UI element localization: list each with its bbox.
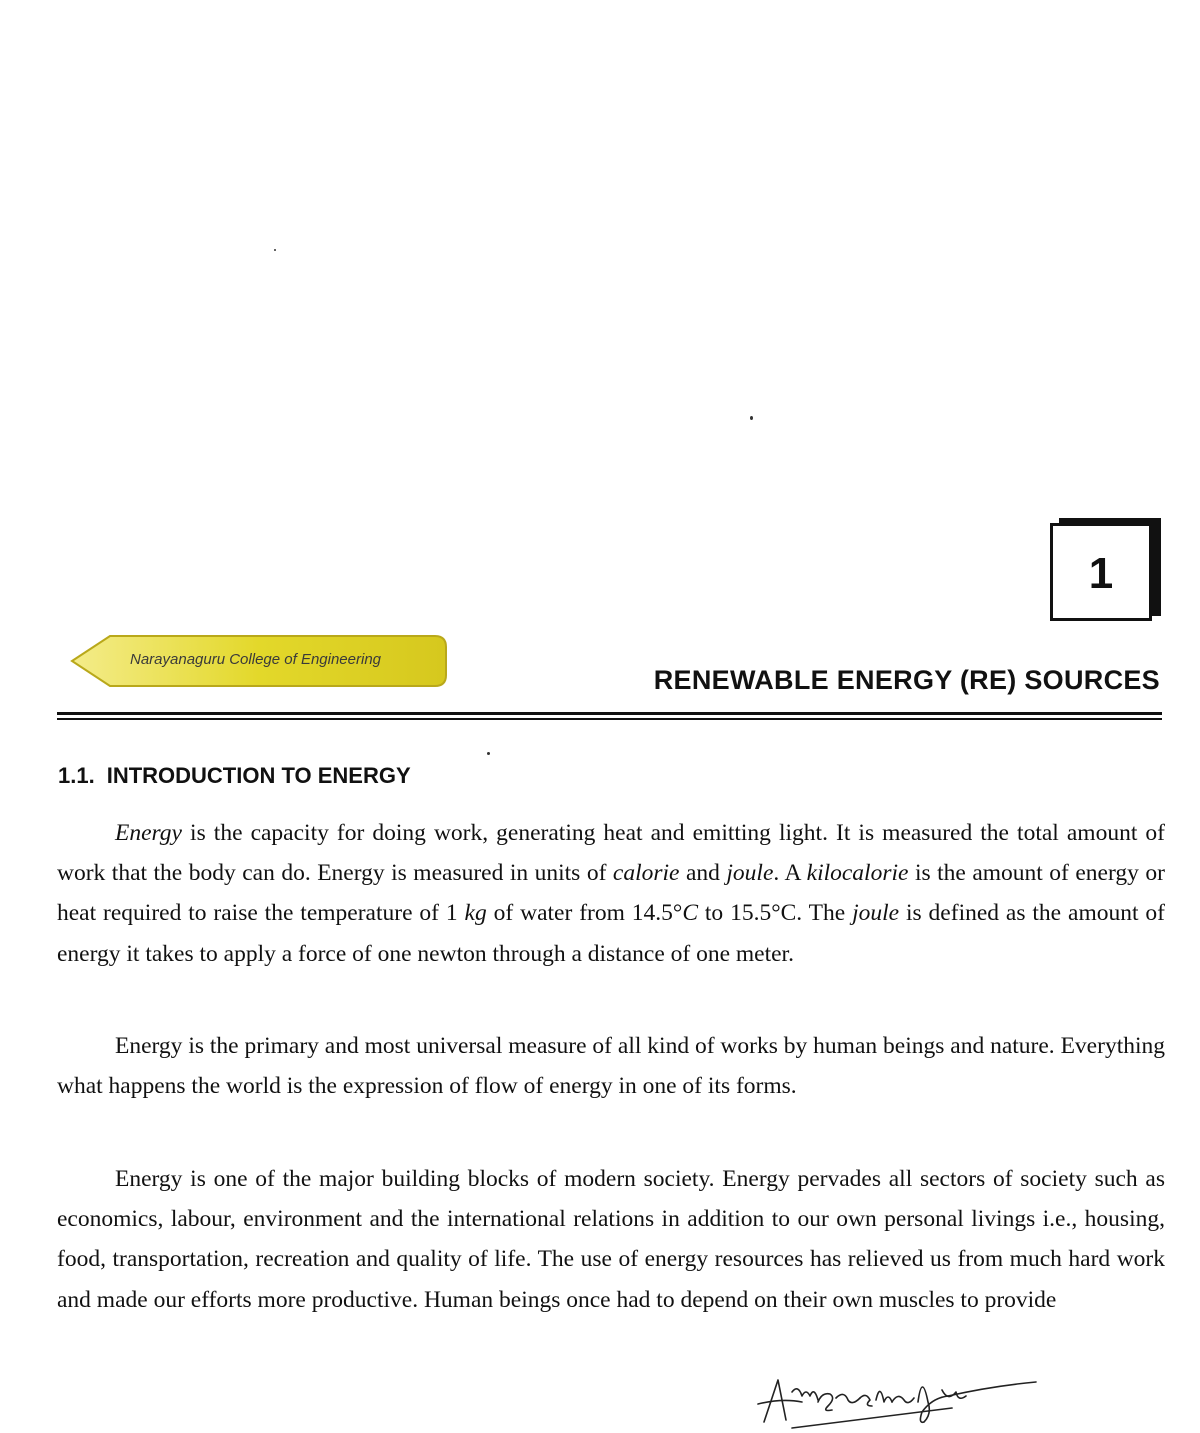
unit-kg: kg [464, 900, 487, 927]
term-calorie: calorie [612, 860, 680, 887]
text-run: to 15.5°C. The [698, 900, 853, 927]
term-joule: joule [852, 900, 900, 927]
term-energy: Energy [115, 820, 182, 846]
text-run: and [679, 860, 727, 887]
scan-speck [487, 752, 490, 755]
chapter-number: 1 [1088, 549, 1114, 598]
scan-speck [750, 416, 753, 420]
title-rule-thin [57, 718, 1162, 720]
paragraph-2 [57, 1026, 1165, 1106]
paragraph-1 [57, 813, 1165, 974]
text-run: . A [773, 860, 807, 887]
handwritten-signature [752, 1362, 1042, 1432]
text-run: is defined as the amount of energy it takes to apply a force of one newton through a distance of one meter. [57, 900, 1165, 967]
unit-celsius: C [682, 900, 698, 927]
section-title: INTRODUCTION TO ENERGY [106, 763, 411, 788]
paragraph-2-text: Energy is the primary and most universal measure of all kind of works by human beings and nature. Everything what happens the world is the expression of flow of energy in one of its forms. [57, 1033, 1165, 1100]
scan-speck [274, 249, 276, 251]
text-run: of water from 14.5° [486, 900, 683, 927]
section-number: 1.1. [58, 763, 95, 788]
text-run: is the capacity for doing work, generating heat and emitting light. It is measured the total amount of work that the body can do. Energy is measured in units of [57, 820, 1165, 887]
chapter-number-box [1050, 523, 1152, 621]
title-rule-thick [57, 712, 1162, 715]
chapter-title: RENEWABLE ENERGY (RE) SOURCES [653, 665, 1160, 695]
section-heading [58, 763, 411, 789]
paragraph-3-text: Energy is one of the major building blocks of modern society. Energy pervades all sectors of society such as economics, labour, environment and the international relations in addition to our own personal livings i.e., housing, food, transportation, recreation and quality of life. The use of energy resources has relieved us from much hard work and made our efforts more productive. Human beings once had to depend on their own muscles to provide [57, 1166, 1165, 1313]
text-run: is the amount of energy or heat required to raise the temperature of 1 [57, 860, 1165, 927]
term-joule: joule [726, 860, 774, 887]
paragraph-3 [57, 1159, 1165, 1320]
college-name: Narayanaguru College of Engineering [130, 651, 382, 668]
college-watermark-tag [70, 634, 450, 688]
term-kilocalorie: kilocalorie [806, 860, 909, 887]
